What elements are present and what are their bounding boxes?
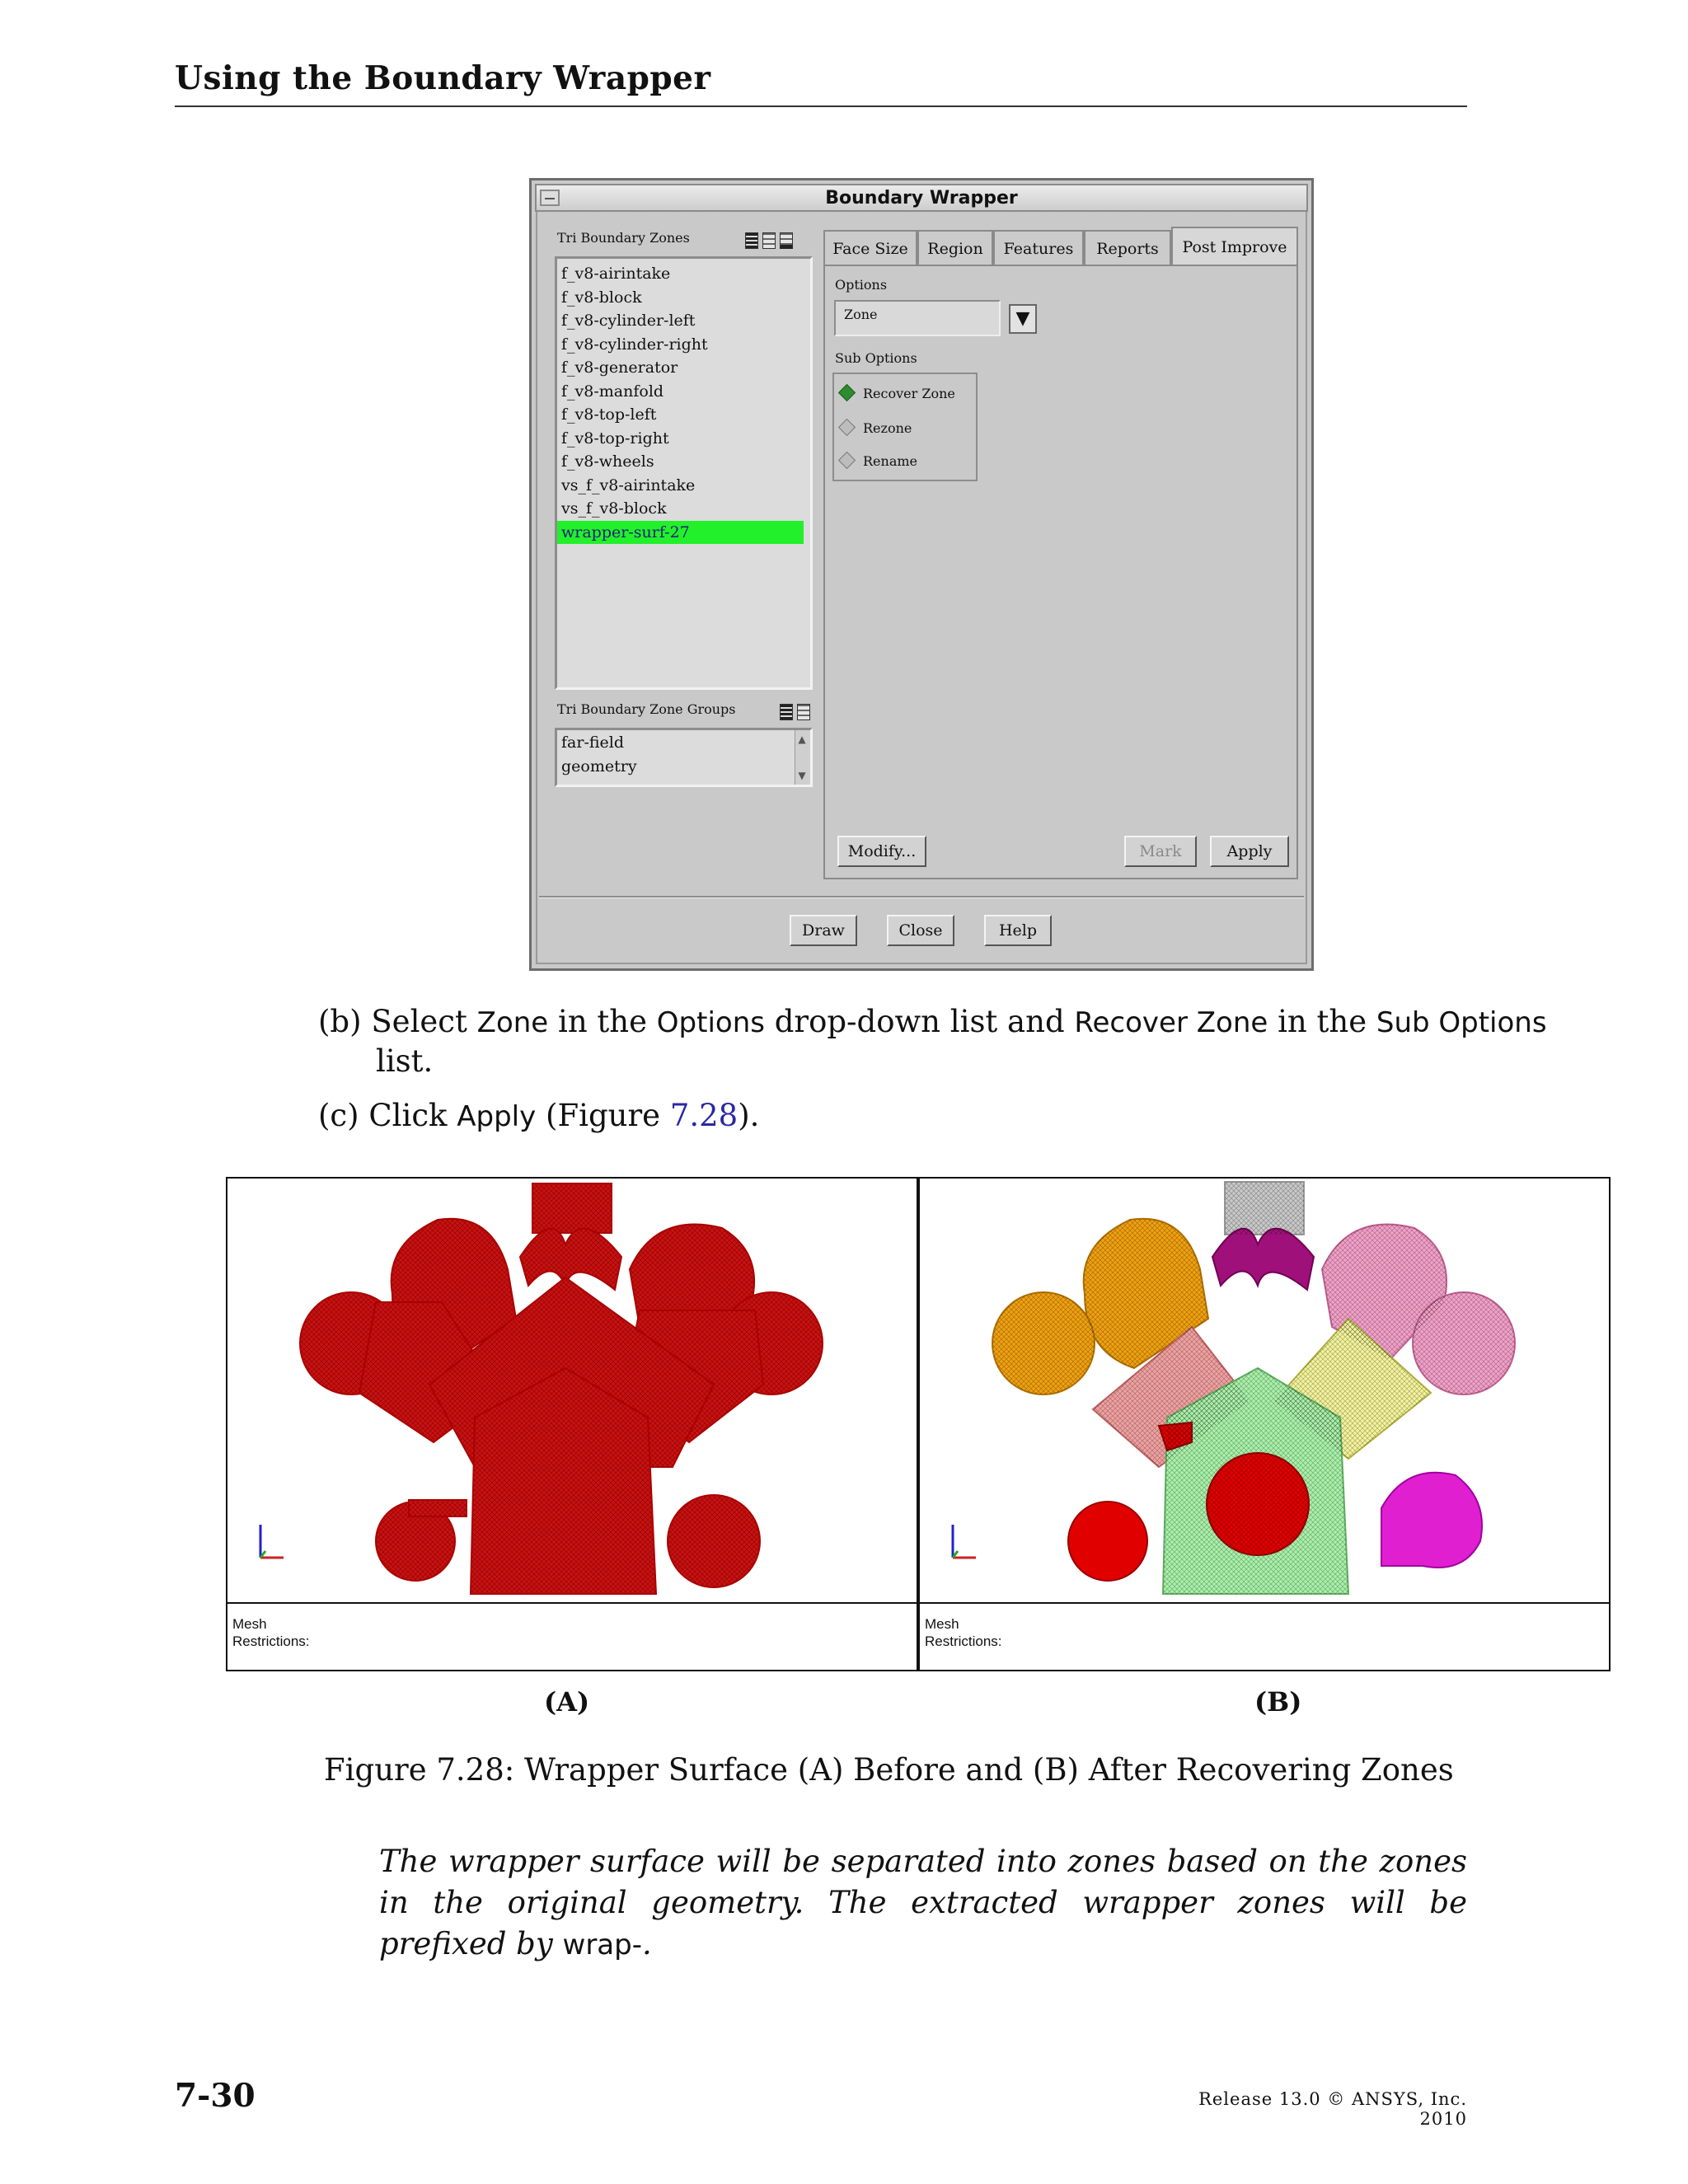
options-label: Options xyxy=(835,277,888,293)
text: in the xyxy=(548,1004,657,1039)
note-end: . xyxy=(642,1926,652,1961)
options-dropdown[interactable] xyxy=(834,300,1001,336)
scroll-up-icon[interactable]: ▲ xyxy=(798,733,806,745)
zone-list-item[interactable]: f_v8-generator xyxy=(561,359,678,377)
figure-reference-link[interactable]: 7.28 xyxy=(669,1098,738,1133)
step-label: (b) xyxy=(318,1004,362,1039)
tab-reports[interactable]: Reports xyxy=(1084,230,1171,265)
step-b-continued: list. xyxy=(376,1043,434,1079)
step-label: (c) xyxy=(318,1098,359,1133)
panel-b-label: (B) xyxy=(1254,1686,1302,1718)
modify-button[interactable]: Modify... xyxy=(837,836,926,867)
zone-list-item[interactable]: f_v8-manfold xyxy=(561,382,664,401)
step-b xyxy=(318,1002,1547,1043)
dialog-title: Boundary Wrapper xyxy=(825,188,1018,209)
groups-select-all-icon[interactable] xyxy=(780,704,793,720)
radio-label: Recover Zone xyxy=(863,386,955,401)
text: (Figure xyxy=(536,1098,670,1133)
keyword: Recover Zone xyxy=(1074,1006,1268,1039)
tab-features[interactable]: Features xyxy=(993,230,1084,265)
groups-deselect-all-icon[interactable] xyxy=(797,704,810,720)
zone-list-item[interactable]: f_v8-block xyxy=(561,288,642,307)
zone-list-item[interactable]: f_v8-airintake xyxy=(561,265,671,283)
groups-items xyxy=(557,730,810,778)
text: drop-down list and xyxy=(764,1004,1075,1039)
panel-foot-restrictions: Restrictions: xyxy=(232,1633,310,1649)
text: ). xyxy=(738,1098,760,1133)
panel-a-label: (A) xyxy=(544,1686,590,1718)
sub-options-label: Sub Options xyxy=(835,350,917,366)
groups-list[interactable] xyxy=(555,728,813,787)
radio-selected-icon xyxy=(838,384,856,401)
text: in the xyxy=(1268,1004,1376,1039)
zone-list-item[interactable]: vs_f_v8-airintake xyxy=(561,476,696,494)
note-paragraph xyxy=(379,1841,1467,1966)
help-button[interactable]: Help xyxy=(984,915,1052,946)
groups-label: Tri Boundary Zone Groups xyxy=(557,701,736,717)
zone-list-item[interactable]: wrapper-surf-27 xyxy=(557,521,804,545)
header-rule xyxy=(175,105,1467,107)
axis-triad xyxy=(260,1525,284,1558)
text: Select xyxy=(371,1004,477,1039)
apply-button[interactable]: Apply xyxy=(1210,836,1289,867)
figure-panel-a xyxy=(226,1177,918,1671)
panel-b-footer xyxy=(920,1602,1609,1670)
group-list-item[interactable]: far-field xyxy=(561,733,625,752)
release-info: Release 13.0 © ANSYS, Inc. 2010 xyxy=(1198,2089,1467,2129)
figure-panel-b xyxy=(918,1177,1611,1671)
radio-rezone[interactable] xyxy=(841,412,912,445)
radio-unselected-icon xyxy=(838,452,856,469)
note-text: The wrapper surface will be separated into zones based on the zones in the original geometry. The extracted wrapper zones will be prefixed by xyxy=(379,1844,1467,1961)
note-code: wrap- xyxy=(562,1929,642,1961)
dropdown-arrow-icon[interactable]: ▼ xyxy=(1009,304,1037,334)
tab-face-size[interactable]: Face Size xyxy=(823,230,917,265)
zone-list-item[interactable]: f_v8-cylinder-left xyxy=(561,312,696,330)
zones-label: Tri Boundary Zones xyxy=(557,230,690,246)
dialog-titlebar[interactable] xyxy=(535,184,1308,212)
group-list-item[interactable]: geometry xyxy=(561,757,637,776)
zone-list-item[interactable]: f_v8-top-right xyxy=(561,429,669,448)
close-button[interactable]: Close xyxy=(887,915,954,946)
zone-list-item[interactable]: f_v8-top-left xyxy=(561,405,657,424)
options-value: Zone xyxy=(844,307,878,322)
page-header-title: Using the Boundary Wrapper xyxy=(175,59,711,97)
select-all-icon[interactable] xyxy=(745,232,758,249)
dialog-separator xyxy=(539,896,1304,898)
zones-list[interactable] xyxy=(555,256,813,690)
zone-list-item[interactable]: vs_f_v8-block xyxy=(561,499,667,518)
tab-region[interactable]: Region xyxy=(917,230,993,265)
radio-recover-zone[interactable] xyxy=(841,377,955,410)
keyword: Apply xyxy=(457,1100,537,1133)
radio-rename[interactable] xyxy=(841,445,917,478)
groups-scrollbar[interactable] xyxy=(795,730,810,785)
keyword: Zone xyxy=(476,1006,549,1039)
tab-post-improve[interactable]: Post Improve xyxy=(1171,227,1298,265)
deselect-all-icon[interactable] xyxy=(762,232,776,249)
mark-button[interactable]: Mark xyxy=(1124,836,1197,867)
zone-list-item[interactable]: f_v8-wheels xyxy=(561,452,654,471)
panel-a-footer xyxy=(227,1602,917,1670)
radio-unselected-icon xyxy=(838,419,856,436)
draw-button[interactable]: Draw xyxy=(790,915,857,946)
engine-mesh-before xyxy=(227,1179,917,1602)
zone-list-item[interactable]: f_v8-cylinder-right xyxy=(561,335,708,354)
scroll-down-icon[interactable]: ▼ xyxy=(798,770,806,781)
engine-mesh-after xyxy=(920,1179,1609,1602)
panel-foot-mesh: Mesh xyxy=(232,1616,267,1632)
sub-options-group xyxy=(832,373,978,481)
radio-label: Rename xyxy=(863,453,917,469)
keyword: Options xyxy=(656,1006,765,1039)
panel-foot-restrictions: Restrictions: xyxy=(925,1633,1002,1649)
step-c xyxy=(318,1096,759,1137)
text: Click xyxy=(368,1098,457,1133)
panel-foot-mesh: Mesh xyxy=(925,1616,959,1632)
keyword: Sub Options xyxy=(1376,1006,1547,1039)
figure-caption: Figure 7.28: Wrapper Surface (A) Before and (B) After Recovering Zones xyxy=(324,1752,1454,1788)
axis-triad xyxy=(953,1525,976,1558)
radio-label: Rezone xyxy=(863,420,912,436)
sort-icon[interactable] xyxy=(780,232,793,249)
zones-items xyxy=(557,259,810,544)
page-number: 7-30 xyxy=(175,2077,256,2115)
